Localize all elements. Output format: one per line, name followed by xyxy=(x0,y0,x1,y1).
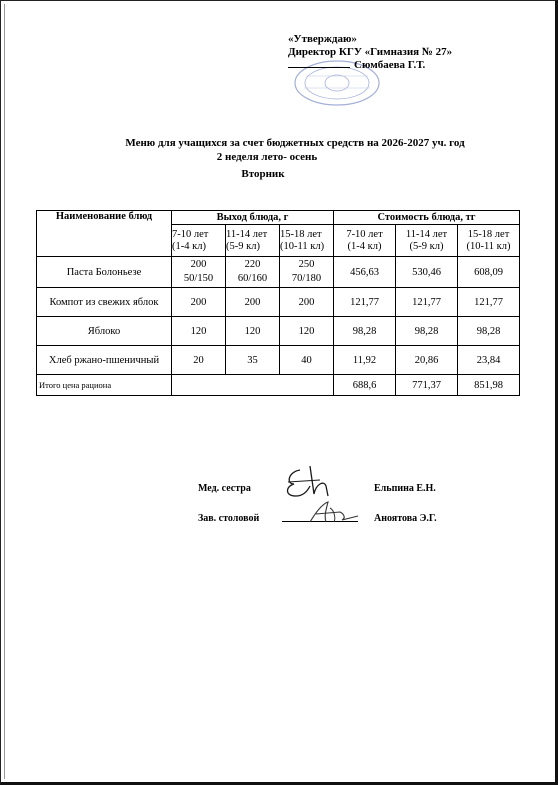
nurse-role: Мед. сестра xyxy=(198,483,251,494)
canteen-name: Аноятова Э.Г. xyxy=(374,513,437,524)
cost-cell: 121,77 xyxy=(334,288,396,317)
approval-line-3: Сюмбаева Г.Т. xyxy=(354,59,426,71)
cost-cell: 121,77 xyxy=(458,288,520,317)
nurse-signature xyxy=(280,462,346,502)
subheader-cell: 15-18 лет (10-11 кл) xyxy=(458,225,520,257)
total-row xyxy=(37,375,520,396)
canteen-signature xyxy=(300,498,364,526)
subheader-cell: 15-18 лет (10-11 кл) xyxy=(280,225,334,257)
subheader-cell: 11-14 лет (5-9 кл) xyxy=(226,225,280,257)
yield-cell: 120 xyxy=(172,317,226,346)
header-cost: Стоимость блюда, тг xyxy=(334,211,520,225)
table-row xyxy=(37,288,520,317)
subheader-cell: 11-14 лет (5-9 кл) xyxy=(396,225,458,257)
total-empty-cell xyxy=(172,375,334,396)
total-cost-cell: 688,6 xyxy=(334,375,396,396)
dish-name: Хлеб ржано-пшеничный xyxy=(37,346,172,375)
cost-cell: 98,28 xyxy=(458,317,520,346)
header-name: Наименование блюд xyxy=(37,211,172,257)
yield-cell: 250 70/180 xyxy=(280,257,334,288)
menu-week: 2 неделя лето- осень xyxy=(216,151,318,163)
cost-cell: 11,92 xyxy=(334,346,396,375)
yield-cell: 200 50/150 xyxy=(172,257,226,288)
table-row xyxy=(37,317,520,346)
cost-cell: 456,63 xyxy=(334,257,396,288)
approval-line-1: «Утверждаю» xyxy=(288,33,357,45)
canteen-role: Зав. столовой xyxy=(198,513,260,524)
table-row xyxy=(37,346,520,375)
yield-cell: 220 60/160 xyxy=(226,257,280,288)
header-yield: Выход блюда, г xyxy=(172,211,334,225)
yield-cell: 120 xyxy=(226,317,280,346)
yield-cell: 20 xyxy=(172,346,226,375)
approval-block xyxy=(288,33,452,72)
yield-cell: 200 xyxy=(280,288,334,317)
yield-cell: 200 xyxy=(172,288,226,317)
subheader-cell: 7-10 лет (1-4 кл) xyxy=(334,225,396,257)
nurse-name: Ельпина Е.Н. xyxy=(374,483,436,494)
cost-cell: 20,86 xyxy=(396,346,458,375)
approval-line-2: Директор КГУ «Гимназия № 27» xyxy=(288,46,453,58)
dish-name: Паста Болоньезе xyxy=(37,257,172,288)
dish-name: Яблоко xyxy=(37,317,172,346)
subheader-cell: 7-10 лет (1-4 кл) xyxy=(172,225,226,257)
dish-name: Компот из свежих яблок xyxy=(37,288,172,317)
total-label: Итого цена рациона xyxy=(37,375,172,396)
cost-cell: 98,28 xyxy=(334,317,396,346)
yield-cell: 35 xyxy=(226,346,280,375)
table-row xyxy=(37,257,520,288)
yield-cell: 200 xyxy=(226,288,280,317)
menu-title: Меню для учащихся за счет бюджетных средств на 2026-2027 уч. год xyxy=(125,137,465,149)
menu-table xyxy=(36,210,520,396)
yield-cell: 40 xyxy=(280,346,334,375)
total-cost-cell: 851,98 xyxy=(458,375,520,396)
total-cost-cell: 771,37 xyxy=(396,375,458,396)
yield-cell: 120 xyxy=(280,317,334,346)
director-signature-line xyxy=(288,67,350,68)
cost-cell: 121,77 xyxy=(396,288,458,317)
cost-cell: 98,28 xyxy=(396,317,458,346)
menu-day: Вторник xyxy=(241,168,285,180)
cost-cell: 23,84 xyxy=(458,346,520,375)
cost-cell: 608,09 xyxy=(458,257,520,288)
cost-cell: 530,46 xyxy=(396,257,458,288)
